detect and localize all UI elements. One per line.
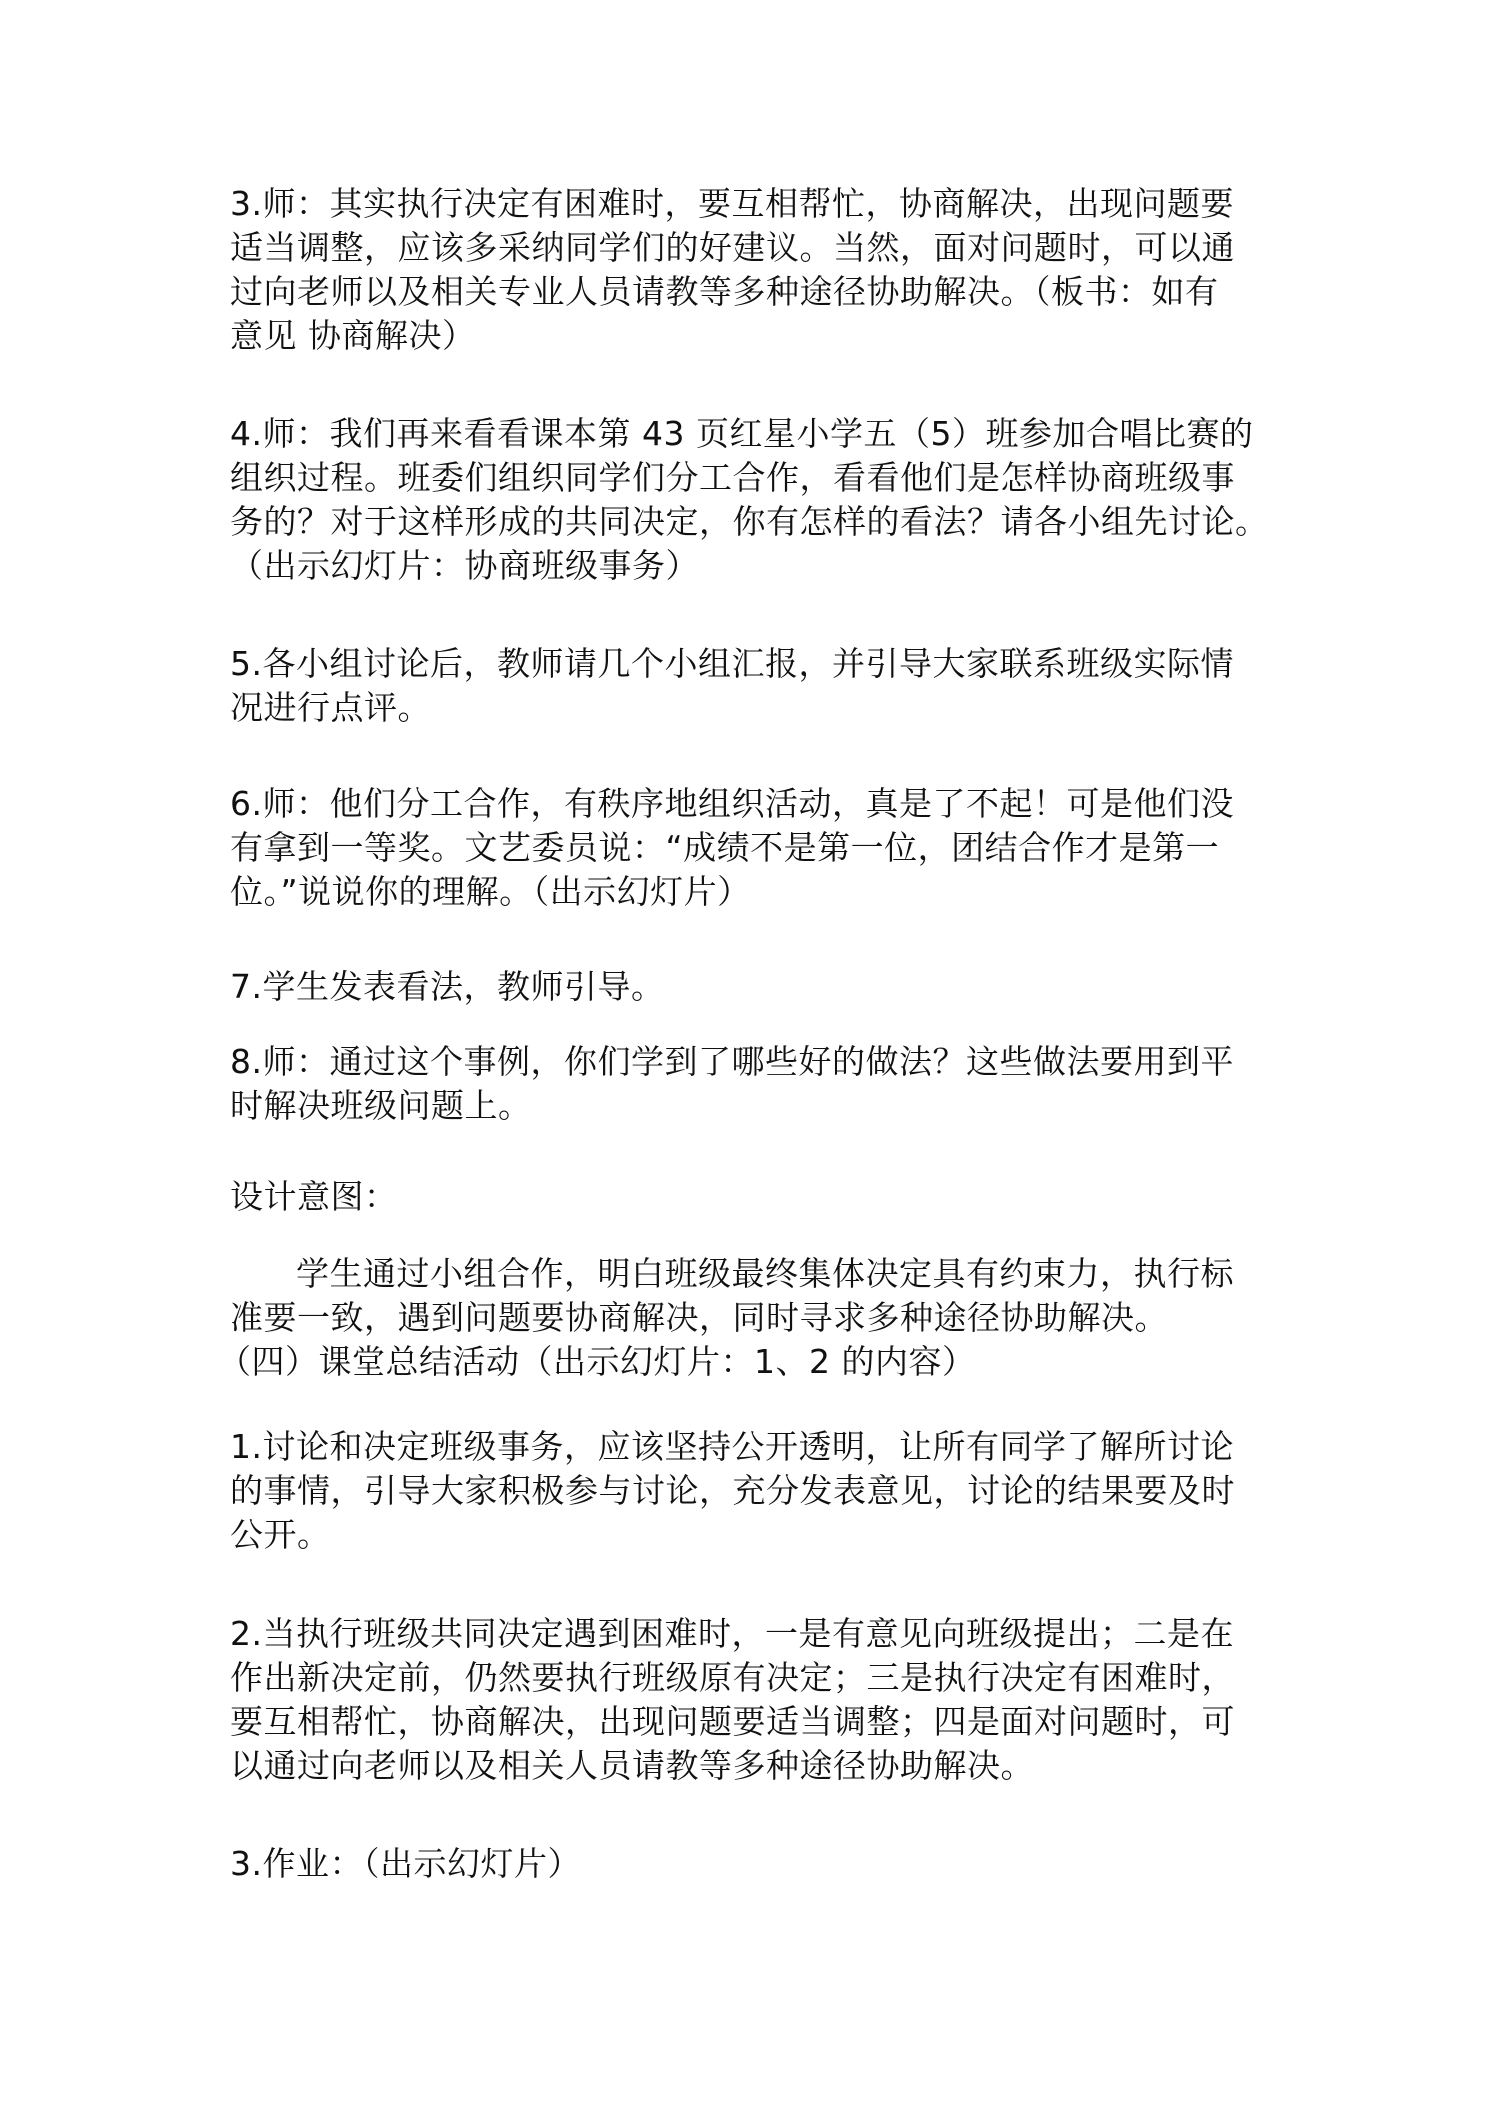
text-line: 2.当执行班级共同决定遇到困难时，一是有意见向班级提出；二是在	[230, 1614, 1234, 1653]
paragraph-step-8	[230, 1040, 1270, 1128]
paragraph-step-4	[230, 412, 1270, 588]
text-line: 以通过向老师以及相关人员请教等多种途径协助解决。	[230, 1746, 1034, 1785]
summary-point-1	[230, 1425, 1270, 1557]
text-line: 7.学生发表看法，教师引导。	[230, 967, 665, 1006]
text-line: 4.师：我们再来看看课本第 43 页红星小学五（5）班参加合唱比赛的	[230, 414, 1254, 453]
text-line: 学生通过小组合作，明白班级最终集体决定具有约束力，执行标	[296, 1254, 1234, 1293]
text-line: 1.讨论和决定班级事务，应该坚持公开透明，让所有同学了解所讨论	[230, 1427, 1234, 1466]
text-line: 3.作业：（出示幻灯片）	[230, 1844, 581, 1883]
section-heading: （四）课堂总结活动（出示幻灯片：1、2 的内容）	[218, 1342, 976, 1381]
text-line: 8.师：通过这个事例，你们学到了哪些好的做法？这些做法要用到平	[230, 1042, 1234, 1081]
text-line: 意见 协商解决）	[230, 316, 476, 355]
text-line: 6.师：他们分工合作，有秩序地组织活动，真是了不起！可是他们没	[230, 784, 1234, 823]
text-line: 有拿到一等奖。文艺委员说：“成绩不是第一位，团结合作才是第一	[230, 828, 1220, 867]
text-line: 的事情，引导大家积极参与讨论，充分发表意见，讨论的结果要及时	[230, 1471, 1235, 1510]
summary-point-2	[230, 1612, 1270, 1788]
text-line: 作出新决定前，仍然要执行班级原有决定；三是执行决定有困难时，	[230, 1658, 1235, 1697]
text-line: 务的？对于这样形成的共同决定，你有怎样的看法？请各小组先讨论。	[230, 502, 1269, 541]
text-line: 5.各小组讨论后，教师请几个小组汇报，并引导大家联系班级实际情	[230, 644, 1234, 683]
paragraph-step-6	[230, 782, 1270, 914]
text-line: 时解决班级问题上。	[230, 1086, 532, 1125]
text-line: 过向老师以及相关专业人员请教等多种途径协助解决。（板书：如有	[230, 272, 1219, 311]
text-line: 适当调整，应该多采纳同学们的好建议。当然，面对问题时，可以通	[230, 228, 1235, 267]
text-line: 准要一致，遇到问题要协商解决，同时寻求多种途径协助解决。	[230, 1298, 1168, 1337]
summary-point-3	[230, 1842, 1270, 1886]
design-intent-body	[218, 1252, 1270, 1384]
text-line: 3.师：其实执行决定有困难时，要互相帮忙，协商解决，出现问题要	[230, 184, 1234, 223]
text-line: 况进行点评。	[230, 688, 431, 727]
paragraph-step-3	[230, 182, 1270, 358]
text-line: （出示幻灯片：协商班级事务）	[230, 546, 699, 585]
text-line: 要互相帮忙，协商解决，出现问题要适当调整；四是面对问题时，可	[230, 1702, 1235, 1741]
text-line: 公开。	[230, 1515, 331, 1554]
text-line: 组织过程。班委们组织同学们分工合作，看看他们是怎样协商班级事	[230, 458, 1235, 497]
paragraph-step-7	[230, 965, 1270, 1009]
text-line: 设计意图：	[230, 1177, 398, 1216]
design-intent-heading	[230, 1175, 1270, 1219]
text-line: 位。”说说你的理解。（出示幻灯片）	[230, 872, 751, 911]
paragraph-step-5	[230, 642, 1270, 730]
